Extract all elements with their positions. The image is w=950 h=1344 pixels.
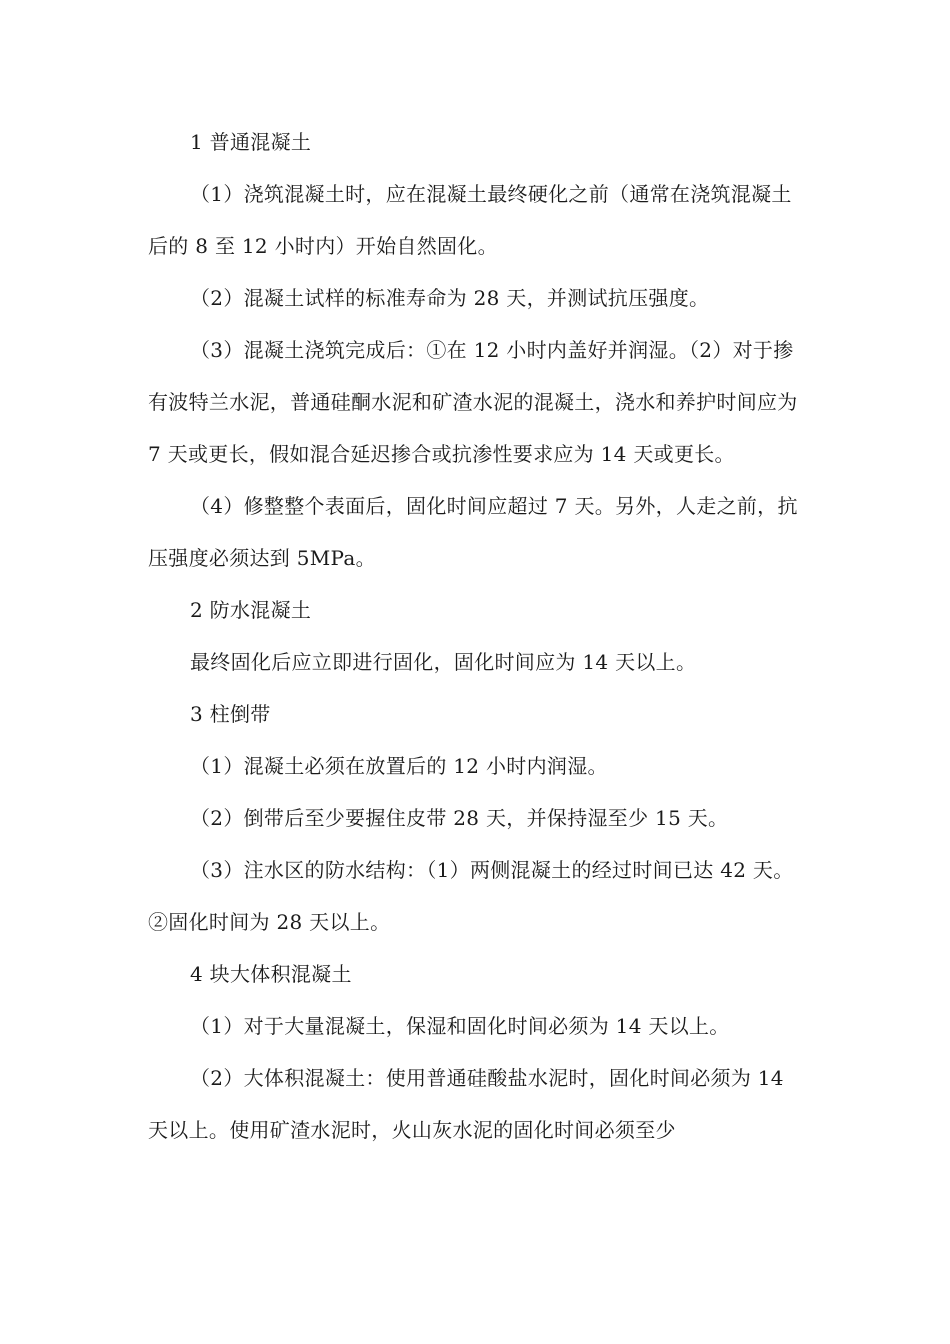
paragraph-waterproof-curing: 最终固化后应立即进行固化，固化时间应为 14 天以上。	[190, 650, 697, 674]
section-heading-post-pour-strip: 3 柱倒带	[190, 702, 271, 726]
paragraph-after-pouring-moisten: （3）混凝土浇筑完成后：①在 12 小时内盖好并润湿。（2）对于掺有波特兰水泥，普通硅酮水泥和矿渣水泥的混凝土，浇水和养护时间应为 7 天或更长，假如混合延迟掺合或抗渗性要求应为 14 天或更长。	[148, 338, 798, 466]
paragraph-water-area-structure: （3）注水区的防水结构：（1）两侧混凝土的经过时间已达 42 天。②固化时间为 28 天以上。	[148, 858, 794, 934]
paragraph-strip-hold: （2）倒带后至少要握住皮带 28 天，并保持湿至少 15 天。	[190, 806, 729, 830]
section-heading-mass-concrete: 4 块大体积混凝土	[190, 962, 352, 986]
section-heading-waterproof-concrete: 2 防水混凝土	[190, 598, 312, 622]
section-heading-ordinary-concrete: 1 普通混凝土	[190, 130, 312, 154]
paragraph-pouring-curing-start: （1）浇筑混凝土时，应在混凝土最终硬化之前（通常在浇筑混凝土后的 8 至 12 小时内）开始自然固化。	[148, 182, 792, 258]
paragraph-mass-concrete-cement: （2）大体积混凝土：使用普通硅酸盐水泥时，固化时间必须为 14 天以上。使用矿渣水泥时，火山灰水泥的固化时间必须至少	[148, 1066, 784, 1142]
paragraph-surface-finishing: （4）修整整个表面后，固化时间应超过 7 天。另外，人走之前，抗压强度必须达到 5MPa。	[148, 494, 798, 570]
document-body	[148, 116, 802, 1156]
paragraph-strip-moisten: （1）混凝土必须在放置后的 12 小时内润湿。	[190, 754, 608, 778]
paragraph-mass-concrete-moisture: （1）对于大量混凝土，保湿和固化时间必须为 14 天以上。	[190, 1014, 730, 1038]
paragraph-standard-specimen-age: （2）混凝土试样的标准寿命为 28 天，并测试抗压强度。	[190, 286, 710, 310]
